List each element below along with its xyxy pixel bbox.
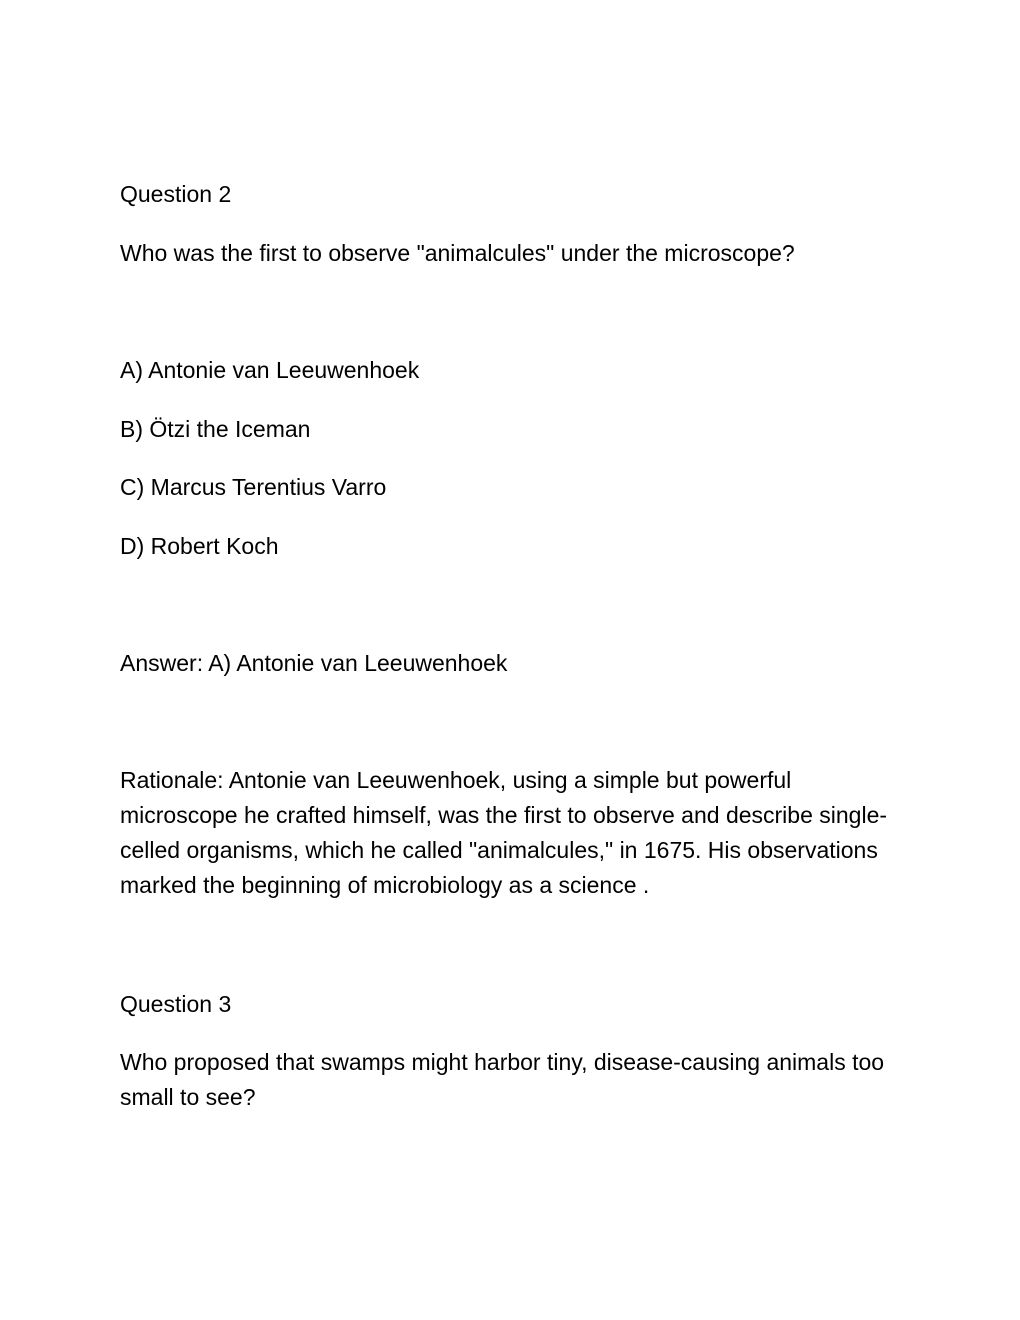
question-2-answer: Answer: A) Antonie van Leeuwenhoek — [120, 650, 508, 676]
question-2-rationale: Rationale: Antonie van Leeuwenhoek, using a simple but powerful microscope he crafted himself, was the first to observe and describe single-celled organisms, which he called "animalcules," in 1675. His observations marked the beginning of microbiology as a science . — [120, 767, 888, 898]
option-c: C) Marcus Terentius Varro — [120, 474, 387, 500]
option-b: B) Ötzi the Iceman — [120, 416, 311, 442]
question-2-prompt: Who was the first to observe "animalcules" under the microscope? — [120, 240, 795, 266]
document-page — [120, 0, 910, 1320]
question-3-heading: Question 3 — [120, 991, 232, 1017]
question-2-heading: Question 2 — [120, 181, 232, 207]
option-d: D) Robert Koch — [120, 533, 279, 559]
question-3-prompt: Who proposed that swamps might harbor tiny, disease-causing animals too small to see? — [120, 1049, 885, 1110]
option-a: A) Antonie van Leeuwenhoek — [120, 357, 420, 383]
